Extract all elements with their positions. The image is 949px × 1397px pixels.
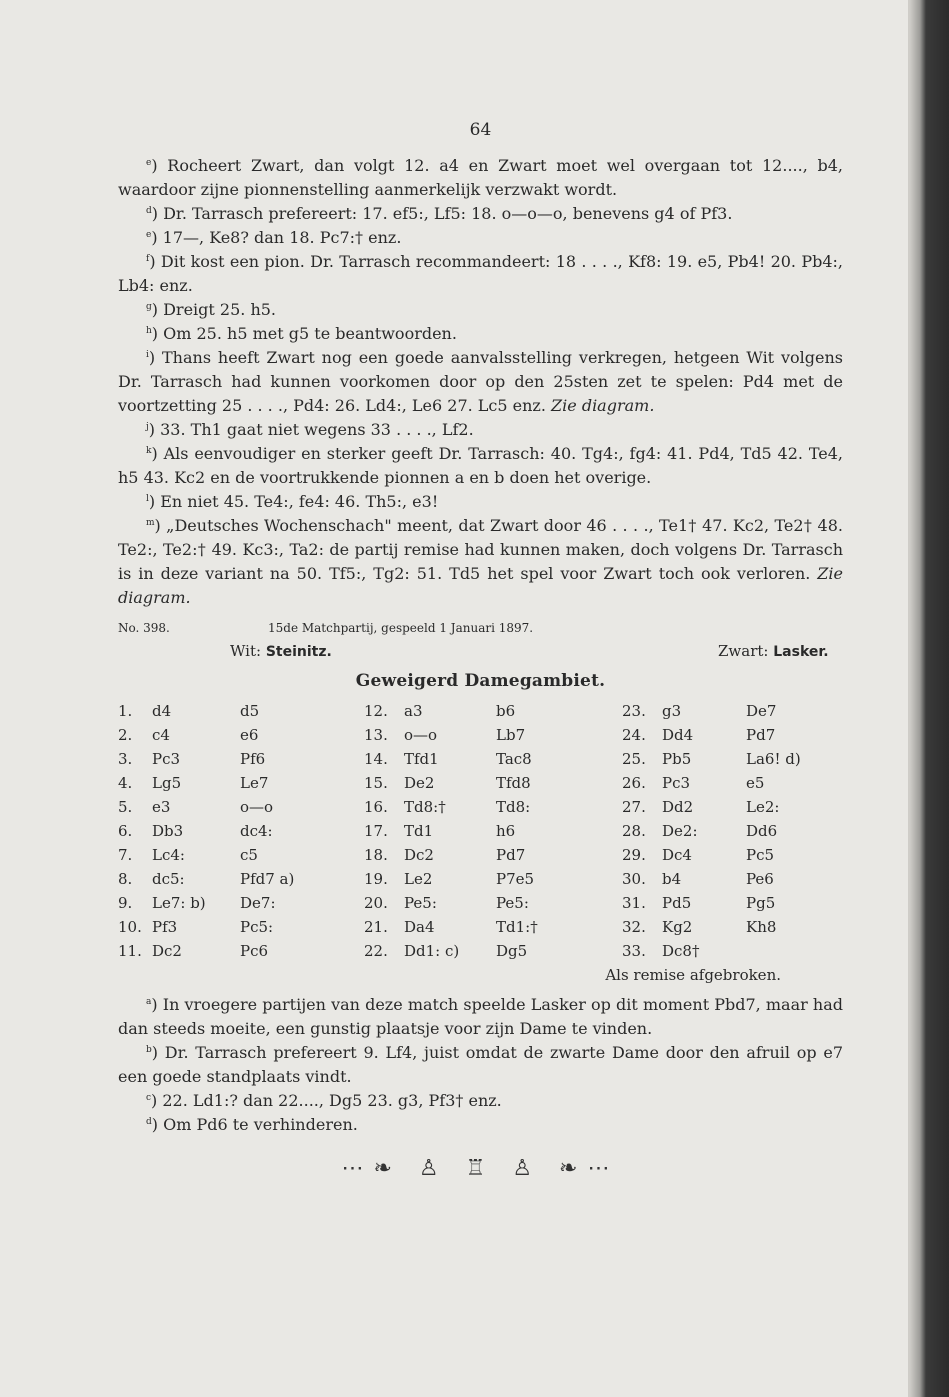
white-move: Pe5: bbox=[404, 894, 437, 912]
move-number: 11. bbox=[118, 942, 142, 960]
note-marker: d bbox=[146, 1117, 152, 1127]
note-text: ) „Deutsches Wochenschach" meent, dat Zwart door 46 . . . ., Te1† 47. Kc2, Te2† 48. Te2:, Te2:† 49. Kc3:, Ta2: de partij remise had kunnen maken, doch volgens Dr. Tarrasch is in deze variant na 50. Tf5:, Tg2: 51. Td5 het spel voor Zwart toch ook verloren. bbox=[118, 516, 843, 583]
move-number: 21. bbox=[364, 918, 388, 936]
footnote-d bbox=[118, 1113, 843, 1137]
chess-ornament: ⋯❧ ♙ ♖ ♙ ❧⋯ bbox=[341, 1156, 620, 1181]
white-move: Dc2 bbox=[152, 942, 182, 960]
white-move: g3 bbox=[662, 702, 682, 720]
note-text: ) 33. Th1 gaat niet wegens 33 . . . ., Lf2. bbox=[148, 420, 474, 439]
note-diagram-ref: Zie diagram. bbox=[551, 396, 655, 415]
white-move: De2 bbox=[404, 774, 435, 792]
note-text: ) 17—, Ke8? dan 18. Pc7:† enz. bbox=[151, 228, 402, 247]
black-move: Pd7 bbox=[496, 846, 526, 864]
note-marker: k bbox=[146, 446, 152, 456]
white-move: d4 bbox=[152, 702, 172, 720]
black-move: Dd6 bbox=[746, 822, 778, 840]
footnote-b bbox=[118, 1041, 843, 1089]
note-f bbox=[118, 250, 843, 298]
move-number: 27. bbox=[622, 798, 646, 816]
move-number: 13. bbox=[364, 726, 388, 744]
note-text: ) Om Pd6 te verhinderen. bbox=[151, 1115, 358, 1134]
note-marker: e bbox=[146, 230, 152, 240]
annotation-notes bbox=[118, 154, 843, 610]
black-move: Pc5 bbox=[746, 846, 775, 864]
white-move: Tfd1 bbox=[404, 750, 439, 768]
move-number: 14. bbox=[364, 750, 388, 768]
note-e bbox=[118, 226, 843, 250]
move-number: 24. bbox=[622, 726, 646, 744]
white-move: Dc4 bbox=[662, 846, 692, 864]
black-move: dc4: bbox=[240, 822, 273, 840]
game-number: No. 398. bbox=[118, 621, 170, 635]
move-number: 3. bbox=[118, 750, 133, 768]
move-number: 16. bbox=[364, 798, 388, 816]
note-k bbox=[118, 442, 843, 490]
white-move: Td8:† bbox=[404, 798, 446, 816]
white-move: Dd1: c) bbox=[404, 942, 460, 960]
black-move: Pc6 bbox=[240, 942, 269, 960]
black-move: Lb7 bbox=[496, 726, 526, 744]
move-number: 29. bbox=[622, 846, 646, 864]
note-marker: g bbox=[146, 302, 152, 312]
white-move: c4 bbox=[152, 726, 170, 744]
white-move: Dc2 bbox=[404, 846, 434, 864]
white-name: Steinitz. bbox=[265, 644, 332, 660]
white-move: De2: bbox=[662, 822, 698, 840]
white-move: Da4 bbox=[404, 918, 435, 936]
white-move: Lc4: bbox=[152, 846, 185, 864]
white-player bbox=[118, 640, 610, 663]
black-move: b6 bbox=[496, 702, 516, 720]
black-move: Pg5 bbox=[746, 894, 776, 912]
page-edge-shadow bbox=[910, 0, 949, 1397]
note-text: ) Dit kost een pion. Dr. Tarrasch recommandeert: 18 . . . ., Kf8: 19. e5, Pb4! 20. Pb4:, Lb4: enz. bbox=[118, 252, 843, 295]
note-marker: d bbox=[146, 206, 152, 216]
move-number: 31. bbox=[622, 894, 646, 912]
move-number: 32. bbox=[622, 918, 646, 936]
move-number: 26. bbox=[622, 774, 646, 792]
move-number: 15. bbox=[364, 774, 388, 792]
opening-title: Geweigerd Damegambiet. bbox=[355, 671, 606, 691]
page-content bbox=[118, 118, 843, 1181]
move-number: 22. bbox=[364, 942, 388, 960]
note-text: ) Dreigt 25. h5. bbox=[151, 300, 277, 319]
white-move: Kg2 bbox=[662, 918, 693, 936]
note-text: ) 22. Ld1:? dan 22...., Dg5 23. g3, Pf3† enz. bbox=[151, 1091, 502, 1110]
move-number: 1. bbox=[118, 702, 133, 720]
move-number: 17. bbox=[364, 822, 388, 840]
white-move: Pb5 bbox=[662, 750, 692, 768]
game-header bbox=[118, 620, 843, 636]
black-move: e6 bbox=[240, 726, 259, 744]
white-move: Pc3 bbox=[662, 774, 691, 792]
footnote-c bbox=[118, 1089, 843, 1113]
black-move: De7 bbox=[746, 702, 777, 720]
moves-column-2 bbox=[364, 699, 622, 963]
move-number: 28. bbox=[622, 822, 646, 840]
note-diagram-ref: Zie diagram. bbox=[118, 564, 843, 607]
move-number: 9. bbox=[118, 894, 133, 912]
move-number: 23. bbox=[622, 702, 646, 720]
move-number: 19. bbox=[364, 870, 388, 888]
note-h bbox=[118, 322, 843, 346]
move-number: 12. bbox=[364, 702, 388, 720]
black-move: Pe5: bbox=[496, 894, 529, 912]
black-move: Td8: bbox=[496, 798, 531, 816]
black-move: Pc5: bbox=[240, 918, 274, 936]
move-number: 6. bbox=[118, 822, 133, 840]
black-move: Pe6 bbox=[746, 870, 774, 888]
white-move: Le2 bbox=[404, 870, 433, 888]
black-move: Pd7 bbox=[746, 726, 776, 744]
black-move: La6! d) bbox=[746, 750, 801, 768]
white-move: Lg5 bbox=[152, 774, 182, 792]
black-move: h6 bbox=[496, 822, 516, 840]
black-move: Pf6 bbox=[240, 750, 266, 768]
white-move: Dd2 bbox=[662, 798, 694, 816]
note-marker: l bbox=[146, 494, 149, 504]
move-number: 10. bbox=[118, 918, 142, 936]
move-number: 18. bbox=[364, 846, 388, 864]
moves-column-3 bbox=[622, 699, 856, 963]
black-move: Le7 bbox=[240, 774, 269, 792]
white-move: Dd4 bbox=[662, 726, 694, 744]
white-move: dc5: bbox=[152, 870, 185, 888]
black-player bbox=[610, 640, 829, 663]
move-number: 5. bbox=[118, 798, 133, 816]
move-number: 7. bbox=[118, 846, 133, 864]
white-move: Db3 bbox=[152, 822, 184, 840]
note-i bbox=[118, 346, 843, 418]
note-marker: m bbox=[146, 518, 155, 528]
note-text: ) In vroegere partijen van deze match speelde Lasker op dit moment Pbd7, maar had dan steeds moeite, een gunstig plaatsje voor zijn Dame te vinden. bbox=[118, 995, 843, 1038]
white-move: Td1 bbox=[404, 822, 434, 840]
white-move: e3 bbox=[152, 798, 171, 816]
white-move: Dc8† bbox=[662, 942, 700, 960]
black-move: Td1:† bbox=[496, 918, 538, 936]
note-text: ) Rocheert Zwart, dan volgt 12. a4 en Zwart moet wel overgaan tot 12...., b4, waardoor zijne pionnenstelling aanmerkelijk verzwakt wordt. bbox=[118, 156, 843, 199]
moves-column-1 bbox=[118, 699, 350, 963]
game-result: Als remise afgebroken. bbox=[605, 966, 781, 984]
black-move: Le2: bbox=[746, 798, 780, 816]
note-marker: h bbox=[146, 326, 152, 336]
note-g bbox=[118, 298, 843, 322]
white-move: Pd5 bbox=[662, 894, 692, 912]
move-number: 30. bbox=[622, 870, 646, 888]
move-number: 4. bbox=[118, 774, 133, 792]
note-marker: c bbox=[146, 1093, 152, 1103]
note-text: ) En niet 45. Te4:, fe4: 46. Th5:, e3! bbox=[148, 492, 439, 511]
black-move: c5 bbox=[240, 846, 258, 864]
note-m bbox=[118, 514, 843, 610]
black-move: d5 bbox=[240, 702, 260, 720]
white-move: Pc3 bbox=[152, 750, 181, 768]
game-footnotes bbox=[118, 993, 843, 1137]
move-number: 25. bbox=[622, 750, 646, 768]
move-number: 2. bbox=[118, 726, 133, 744]
black-move: Pfd7 a) bbox=[240, 870, 295, 888]
game-title: 15de Matchpartij, gespeeld 1 Januari 1897. bbox=[268, 621, 534, 635]
black-move: P7e5 bbox=[496, 870, 535, 888]
players-line bbox=[118, 640, 843, 663]
black-move: e5 bbox=[746, 774, 765, 792]
white-move: b4 bbox=[662, 870, 682, 888]
white-move: o—o bbox=[404, 726, 438, 744]
black-move: De7: bbox=[240, 894, 276, 912]
white-move: Pf3 bbox=[152, 918, 178, 936]
black-name: Lasker. bbox=[773, 644, 829, 660]
note-marker: b bbox=[146, 1045, 152, 1055]
page-number: 64 bbox=[469, 120, 492, 140]
footnote-a bbox=[118, 993, 843, 1041]
white-move: Le7: b) bbox=[152, 894, 206, 912]
black-move bbox=[746, 939, 856, 963]
white-move: a3 bbox=[404, 702, 423, 720]
note-marker: j bbox=[146, 422, 149, 432]
black-move: Kh8 bbox=[746, 918, 777, 936]
note-d bbox=[118, 202, 843, 226]
note-j bbox=[118, 418, 843, 442]
note-l bbox=[118, 490, 843, 514]
note-marker: a bbox=[146, 997, 152, 1007]
note-text: ) Om 25. h5 met g5 te beantwoorden. bbox=[151, 324, 457, 343]
black-move: Tfd8 bbox=[496, 774, 531, 792]
note-marker: e bbox=[146, 158, 152, 168]
move-number: 20. bbox=[364, 894, 388, 912]
move-number: 33. bbox=[622, 942, 646, 960]
note-e bbox=[118, 154, 843, 202]
note-text: ) Als eenvoudiger en sterker geeft Dr. Tarrasch: 40. Tg4:, fg4: 41. Pd4, Td5 42. Te4, h5 43. Kc2 en de voortrukkende pionnen a en b doen het overige. bbox=[118, 444, 843, 487]
move-number: 8. bbox=[118, 870, 133, 888]
note-text: ) Dr. Tarrasch prefereert 9. Lf4, juist omdat de zwarte Dame door den afruil op e7 een goede standplaats vindt. bbox=[118, 1043, 843, 1086]
black-move: Dg5 bbox=[496, 942, 528, 960]
move-table bbox=[118, 699, 843, 963]
note-marker: i bbox=[146, 350, 149, 360]
black-move: Tac8 bbox=[496, 750, 532, 768]
white-label: Wit: bbox=[230, 642, 262, 660]
note-text: ) Thans heeft Zwart nog een goede aanvalsstelling verkregen, hetgeen Wit volgens Dr. Tarrasch had kunnen voorkomen door op den 25sten zet te spelen: Pd4 met de voortzetting 25 . . . ., Pd4: 26. Ld4:, Le6 27. Lc5 enz. bbox=[118, 348, 843, 415]
note-marker: f bbox=[146, 254, 150, 264]
black-move: o—o bbox=[240, 798, 274, 816]
note-text: ) Dr. Tarrasch prefereert: 17. ef5:, Lf5: 18. o—o—o, benevens g4 of Pf3. bbox=[151, 204, 733, 223]
black-label: Zwart: bbox=[718, 642, 769, 660]
